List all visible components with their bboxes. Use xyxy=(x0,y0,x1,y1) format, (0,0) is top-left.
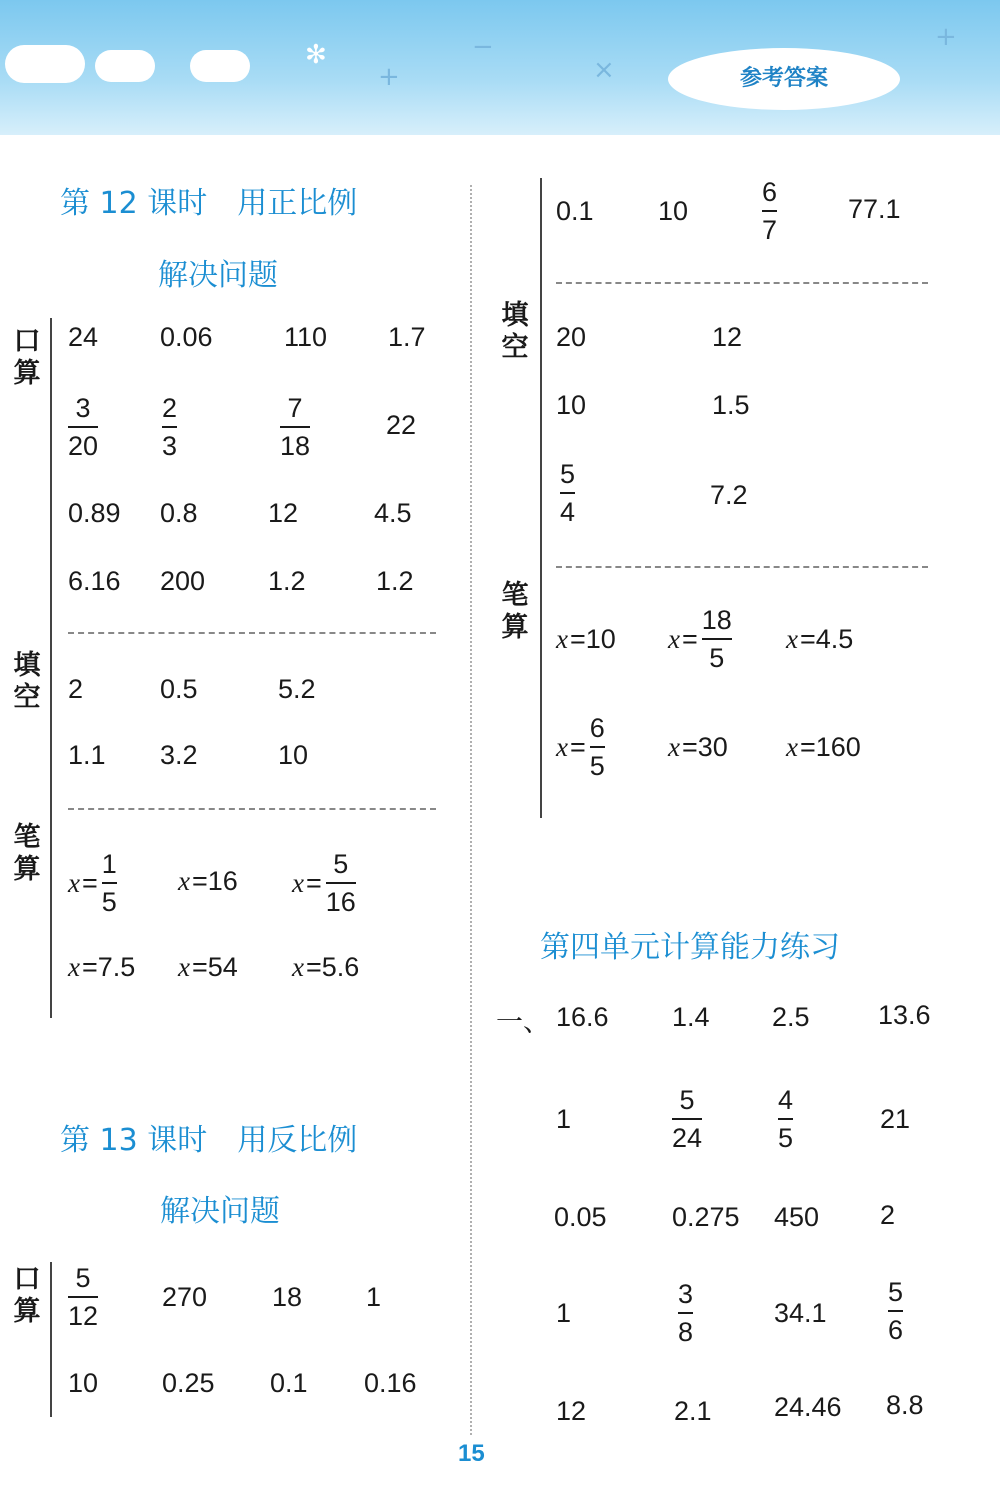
variable: x xyxy=(668,732,680,762)
numerator: 5 xyxy=(560,459,576,489)
fraction-answer xyxy=(672,1084,702,1154)
answer: 1.5 xyxy=(712,390,750,420)
answer: 0.05 xyxy=(554,1202,607,1232)
label-bisuan: 笔算 xyxy=(13,822,41,885)
answer-badge: 参考答案 xyxy=(668,48,900,110)
denominator: 18 xyxy=(280,431,311,461)
answer: 0.16 xyxy=(364,1368,417,1398)
denominator: 24 xyxy=(672,1123,703,1153)
fraction-bar xyxy=(672,1118,702,1120)
answer: 21 xyxy=(880,1104,911,1134)
fraction-bar xyxy=(68,426,98,428)
denominator: 8 xyxy=(678,1317,694,1347)
numerator: 5 xyxy=(333,849,349,879)
value: 30 xyxy=(697,732,728,762)
section-prefix: 一、 xyxy=(496,1007,550,1037)
denominator: 3 xyxy=(162,431,178,461)
label-kousuan: 口算 xyxy=(13,1264,41,1327)
fraction-answer xyxy=(762,176,777,246)
answer: 110 xyxy=(284,322,328,352)
page-number: 15 xyxy=(458,1440,485,1467)
answer: 0.89 xyxy=(68,498,121,528)
snowflake-icon: ✻ xyxy=(305,40,327,70)
numerator: 1 xyxy=(101,849,117,879)
equation-answer: x = 160 xyxy=(786,732,861,762)
section-divider xyxy=(68,632,436,634)
answer: 1 xyxy=(366,1282,382,1312)
denominator: 4 xyxy=(560,497,576,527)
answer: 200 xyxy=(160,566,206,596)
variable: x xyxy=(68,867,80,898)
fraction-bar xyxy=(762,210,777,212)
answer: 0.25 xyxy=(162,1368,215,1398)
cloud-decoration xyxy=(5,45,85,83)
equation-answer: x = 10 xyxy=(556,624,616,654)
numerator: 7 xyxy=(287,393,303,423)
fraction-answer xyxy=(678,1278,693,1348)
equation-answer: x = $\frac{5}{16}$ xyxy=(292,849,356,917)
variable: x xyxy=(178,866,190,896)
section-rule xyxy=(50,1262,52,1417)
denominator: 6 xyxy=(888,1315,904,1345)
answer: 20 xyxy=(556,322,587,352)
fraction-answer xyxy=(280,392,310,462)
answer: 270 xyxy=(162,1282,208,1312)
section-divider xyxy=(68,808,436,810)
answer: 1 xyxy=(556,1104,572,1134)
lesson12-title: 第 12 课时 用正比例 xyxy=(60,186,358,221)
variable: x xyxy=(556,624,568,654)
denominator: 5 xyxy=(709,643,725,673)
numerator: 18 xyxy=(701,605,732,635)
fraction-answer xyxy=(702,604,732,674)
variable: x xyxy=(178,952,190,982)
answer: 13.6 xyxy=(878,1000,931,1030)
numerator: 4 xyxy=(778,1085,794,1115)
fraction-bar xyxy=(778,1118,793,1120)
lesson12-subtitle: 解决问题 xyxy=(158,258,278,293)
section-rule xyxy=(50,318,52,1018)
numerator: 5 xyxy=(75,1263,91,1293)
answer: 77.1 xyxy=(848,194,901,224)
denominator: 16 xyxy=(325,887,356,917)
fraction-bar xyxy=(702,638,732,640)
equation-answer: x = 7.5 xyxy=(68,952,136,982)
denominator: 7 xyxy=(762,215,778,245)
fraction-answer xyxy=(68,392,98,462)
variable: x xyxy=(292,952,304,982)
minus-icon: − xyxy=(472,32,494,62)
answer: 0.5 xyxy=(160,674,198,704)
answer: 24.46 xyxy=(774,1392,842,1422)
equation-answer: x = 5.6 xyxy=(292,952,360,982)
answer: 16.6 xyxy=(556,1002,609,1032)
answer: 2.5 xyxy=(772,1002,810,1032)
answer: 2 xyxy=(68,674,84,704)
numerator: 6 xyxy=(589,713,605,743)
unit4-title: 第四单元计算能力练习 xyxy=(540,930,840,965)
value: 16 xyxy=(207,866,238,896)
equation-answer: x = 30 xyxy=(668,732,728,762)
fraction-answer xyxy=(326,848,356,918)
fraction-bar xyxy=(590,746,605,748)
answer: 8.8 xyxy=(886,1390,924,1420)
value: 4.5 xyxy=(815,624,854,654)
fraction-bar xyxy=(326,882,356,884)
fraction-bar xyxy=(560,492,575,494)
fraction-answer xyxy=(162,392,177,462)
answer: 10 xyxy=(278,740,309,770)
section-divider xyxy=(556,566,928,568)
answer: 5.2 xyxy=(278,674,316,704)
answer: 0.06 xyxy=(160,322,213,352)
denominator: 5 xyxy=(778,1123,794,1153)
column-divider xyxy=(470,185,472,1435)
label-tiankong: 填空 xyxy=(13,650,41,713)
answer: 1.7 xyxy=(388,322,426,352)
answer: 34.1 xyxy=(774,1298,827,1328)
value: 10 xyxy=(585,624,616,654)
answer: 1.1 xyxy=(68,740,106,770)
header-banner xyxy=(0,0,1000,135)
answer: 2.1 xyxy=(674,1396,712,1426)
lesson13-title: 第 13 课时 用反比例 xyxy=(60,1123,358,1158)
denominator: 5 xyxy=(589,751,605,781)
label-tiankong: 填空 xyxy=(501,300,529,363)
numerator: 3 xyxy=(678,1279,694,1309)
fraction-bar xyxy=(280,426,310,428)
value: 7.5 xyxy=(97,952,136,982)
denominator: 12 xyxy=(68,1301,99,1331)
equation-answer: x = $\frac{18}{5}$ xyxy=(668,605,732,673)
answer: 12 xyxy=(556,1396,587,1426)
variable: x xyxy=(556,731,568,762)
answer: 10 xyxy=(658,196,689,226)
numerator: 6 xyxy=(762,177,778,207)
section-divider xyxy=(556,282,928,284)
numerator: 5 xyxy=(888,1277,904,1307)
label-kousuan: 口算 xyxy=(13,326,41,389)
fraction-bar xyxy=(68,1296,98,1298)
fraction-answer xyxy=(68,1262,98,1332)
variable: x xyxy=(292,867,304,898)
fraction-answer xyxy=(102,848,117,918)
answer: 22 xyxy=(386,410,417,440)
answer: 24 xyxy=(68,322,99,352)
answer: 0.8 xyxy=(160,498,198,528)
answer: 1.2 xyxy=(376,566,414,596)
fraction-bar xyxy=(678,1312,693,1314)
answer: 2 xyxy=(880,1200,896,1230)
value: 160 xyxy=(815,732,861,762)
answer: 6.16 xyxy=(68,566,121,596)
value: 5.6 xyxy=(321,952,360,982)
variable: x xyxy=(68,952,80,982)
fraction-answer xyxy=(560,458,575,528)
denominator: 20 xyxy=(68,431,99,461)
variable: x xyxy=(786,732,798,762)
variable: x xyxy=(786,624,798,654)
answer: 10 xyxy=(556,390,587,420)
cloud-decoration xyxy=(95,50,155,82)
answer: 7.2 xyxy=(710,480,748,510)
answer: 1.2 xyxy=(268,566,306,596)
fraction-bar xyxy=(102,882,117,884)
answer: 450 xyxy=(774,1202,820,1232)
denominator: 5 xyxy=(101,887,117,917)
answer: 1.4 xyxy=(672,1002,710,1032)
fraction-answer xyxy=(778,1084,793,1154)
answer: 10 xyxy=(68,1368,99,1398)
section-rule xyxy=(540,178,542,818)
plus-icon: + xyxy=(378,62,400,92)
fraction-bar xyxy=(162,426,177,428)
variable: x xyxy=(668,623,680,654)
answer: 18 xyxy=(272,1282,303,1312)
fraction-bar xyxy=(888,1310,903,1312)
numerator: 3 xyxy=(75,393,91,423)
answer: 0.1 xyxy=(556,196,594,226)
equation-answer: x = 4.5 xyxy=(786,624,854,654)
numerator: 5 xyxy=(679,1085,695,1115)
fraction-answer xyxy=(590,712,605,782)
value: 54 xyxy=(207,952,238,982)
answer: 0.1 xyxy=(270,1368,308,1398)
answer: 3.2 xyxy=(160,740,198,770)
label-bisuan: 笔算 xyxy=(501,580,529,643)
answer: 12 xyxy=(712,322,743,352)
answer: 12 xyxy=(268,498,299,528)
times-icon: × xyxy=(593,55,615,85)
equation-answer: x = $\frac{6}{5}$ xyxy=(556,713,605,781)
lesson13-subtitle: 解决问题 xyxy=(160,1194,280,1229)
answer: 4.5 xyxy=(374,498,412,528)
equation-answer: x = $\frac{1}{5}$ xyxy=(68,849,117,917)
answer: 0.275 xyxy=(672,1202,740,1232)
equation-answer: x = 54 xyxy=(178,952,238,982)
fraction-answer xyxy=(888,1276,903,1346)
answer: 1 xyxy=(556,1298,572,1328)
equation-answer: x = 16 xyxy=(178,866,238,896)
numerator: 2 xyxy=(162,393,178,423)
cloud-decoration xyxy=(190,50,250,82)
plus-icon: + xyxy=(935,22,957,52)
